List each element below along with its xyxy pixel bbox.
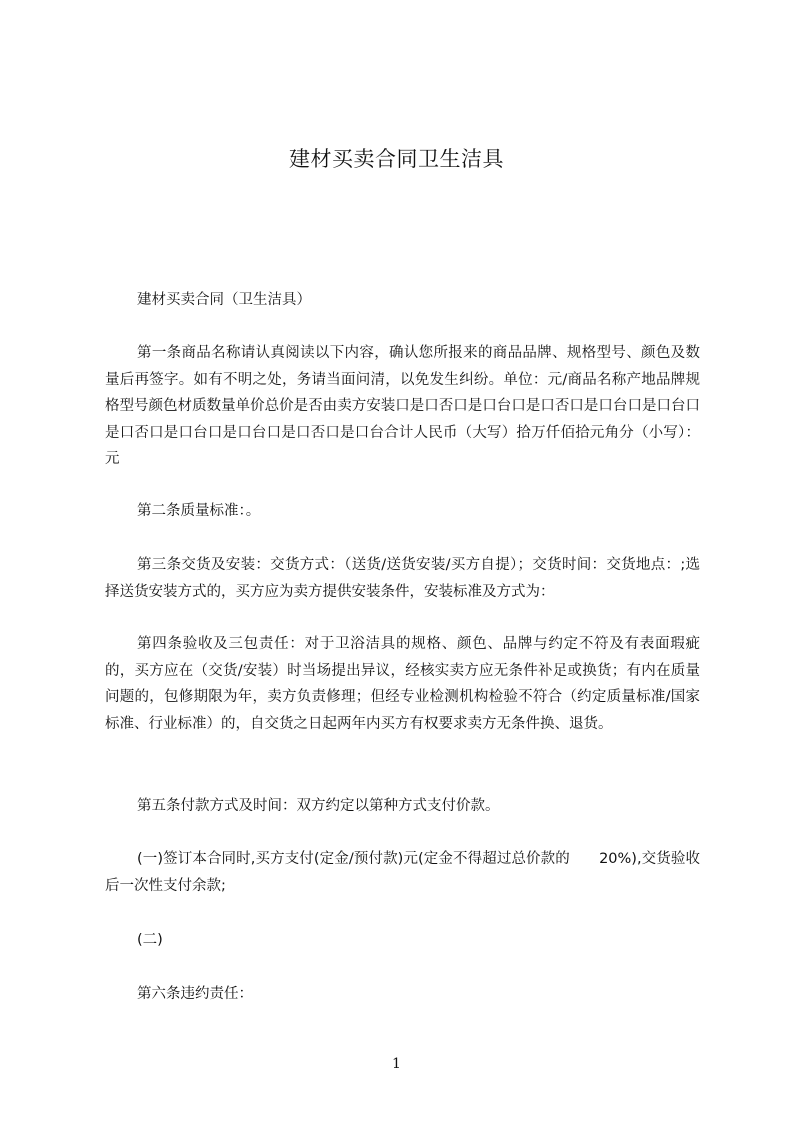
clause-4-paragraph: 第四条验收及三包责任：对于卫浴洁具的规格、颜色、品牌与约定不符及有表面瑕疵的，买方应在（交货/安装）时当场提出异议，经核实卖方应无条件补足或换货；有内在质量问题的，包修期限为年，卖方负责修理；但经专业检测机构检验不符合（约定质量标准/国家标准、行业标准）的，自交货之日起两年内买方有权要求卖方无条件换、退货。 (105, 636, 700, 732)
clause-5-paragraph: 第五条付款方式及时间：双方约定以第种方式支付价款。 (137, 798, 500, 814)
clause-5-item-1-paragraph: (一)签订本合同时,买方支付(定金/预付款)元(定金不得超过总价款的 20%),交货验收后一次性支付余款; (105, 851, 700, 894)
clause-1-paragraph: 第一条商品名称请认真阅读以下内容，确认您所报来的商品品牌、规格型号、颜色及数量后再签字。如有不明之处，务请当面问清，以免发生纠纷。单位：元/商品名称产地品牌规格型号颜色材质数量单价总价是否由卖方安装口是口否口是口台口是口否口是口台口是口台口是口否口是口台口是口台口是口否口是口台合计人民币（大写）拾万仟佰拾元角分（小写）：元 (105, 345, 700, 467)
page-number: 1 (392, 1056, 401, 1072)
clause-2-paragraph: 第二条质量标准：。 (137, 503, 261, 519)
clause-6-paragraph: 第六条违约责任： (137, 986, 253, 1002)
contract-title: 建材买卖合同卫生洁具 (289, 147, 504, 171)
contract-subtitle-paragraph: 建材买卖合同（卫生洁具） (137, 292, 311, 308)
clause-5-item-2-paragraph: (二) (137, 932, 163, 948)
clause-3-paragraph: 第三条交货及安装：交货方式：（送货/送货安装/买方自提）；交货时间：交货地点：;选择送货安装方式的，买方应为卖方提供安装条件，安装标准及方式为： (105, 557, 700, 600)
